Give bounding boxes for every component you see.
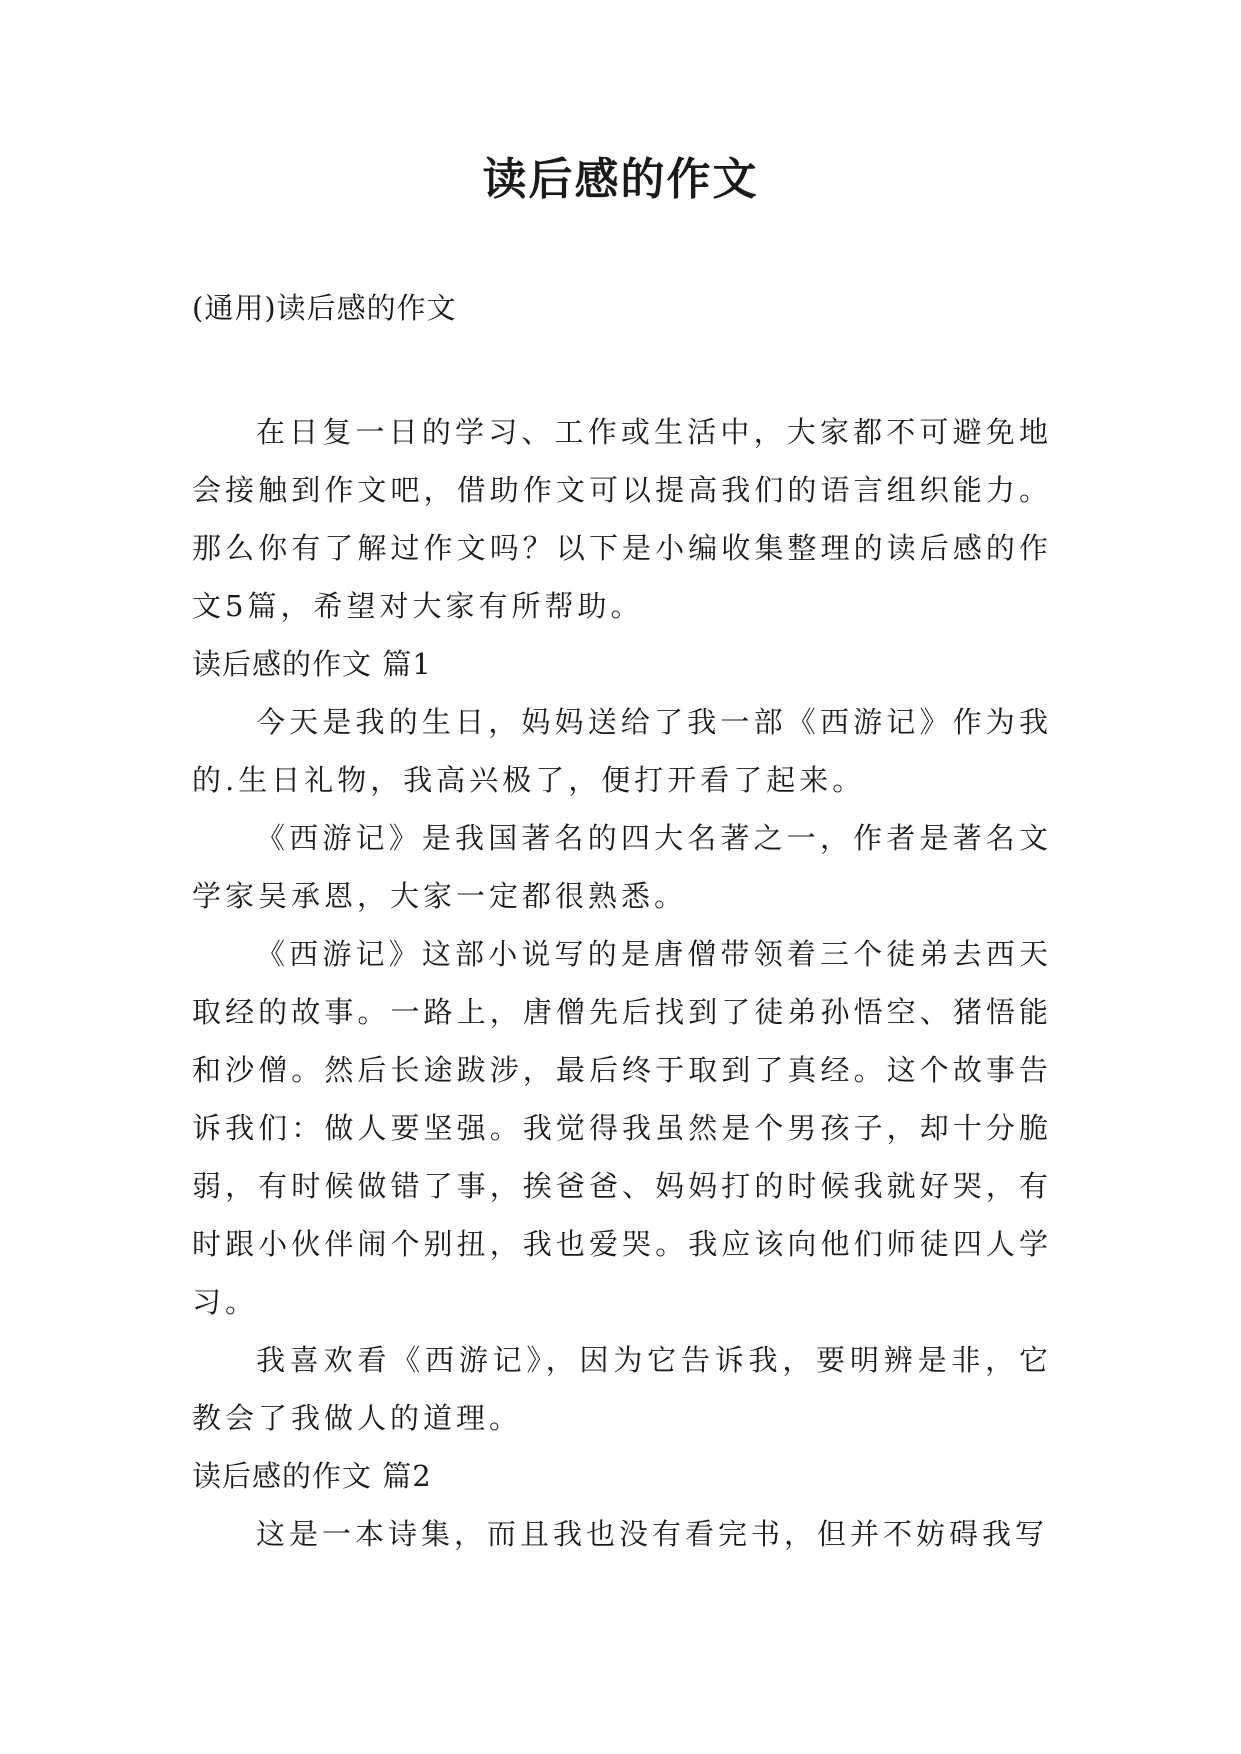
- section-1-paragraph: 今天是我的生日，妈妈送给了我一部《西游记》作为我的.生日礼物，我高兴极了，便打开看了起来。: [192, 705, 1052, 797]
- document-subtitle: (通用)读后感的作文: [192, 291, 457, 325]
- section-heading-2: 读后感的作文 篇2: [192, 1459, 432, 1493]
- section-heading-1: 读后感的作文 篇1: [192, 647, 432, 681]
- document-body: [192, 403, 1052, 1563]
- intro-paragraph: 在日复一日的学习、工作或生活中，大家都不可避免地会接触到作文吧，借助作文可以提高我们的语言组织能力。那么你有了解过作文吗？以下是小编收集整理的读后感的作文5篇，希望对大家有所帮助。: [192, 415, 1052, 623]
- section-1-paragraph: 我喜欢看《西游记》，因为它告诉我，要明辨是非，它教会了我做人的道理。: [192, 1343, 1052, 1435]
- section-2-paragraph: 这是一本诗集，而且我也没有看完书，但并不妨碍我写: [256, 1517, 1049, 1551]
- section-1-paragraph: 《西游记》是我国著名的四大名著之一，作者是著名文学家吴承恩，大家一定都很熟悉。: [192, 821, 1052, 913]
- section-1-paragraph: 《西游记》这部小说写的是唐僧带领着三个徒弟去西天取经的故事。一路上，唐僧先后找到了徒弟孙悟空、猪悟能和沙僧。然后长途跋涉，最后终于取到了真经。这个故事告诉我们：做人要坚强。我觉得我虽然是个男孩子，却十分脆弱，有时候做错了事，挨爸爸、妈妈打的时候我就好哭，有时跟小伙伴闹个别扭，我也爱哭。我应该向他们师徒四人学习。: [192, 937, 1052, 1319]
- document-title: 读后感的作文: [482, 154, 759, 205]
